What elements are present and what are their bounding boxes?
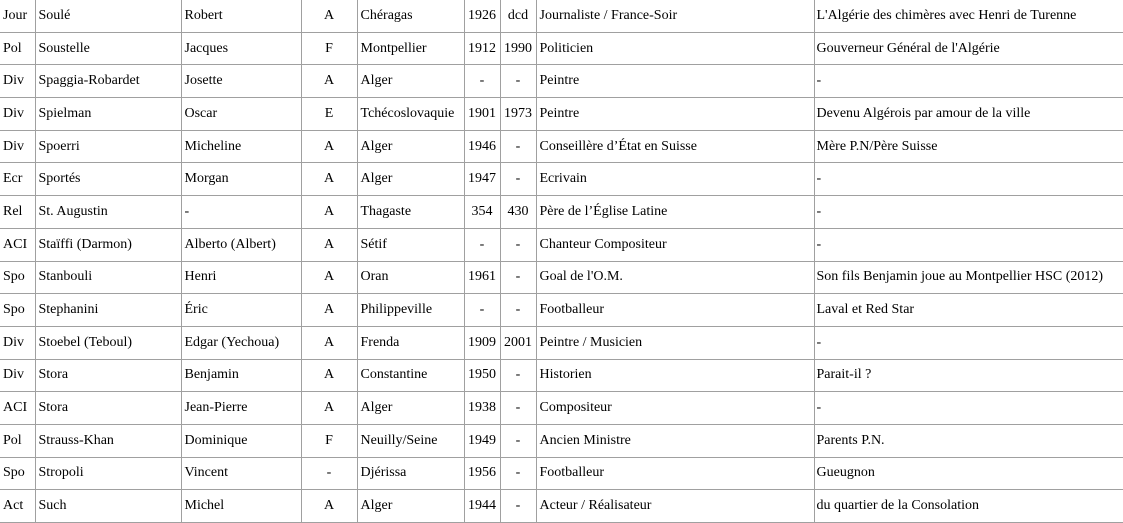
first-name-cell: Jean-Pierre: [181, 392, 301, 425]
remark-cell: -: [814, 163, 1123, 196]
birth-year-cell: 1912: [464, 32, 500, 65]
remark-cell: -: [814, 326, 1123, 359]
death-year-cell: -: [500, 424, 536, 457]
table-row: [0, 98, 1123, 131]
origin-code-cell: E: [301, 98, 357, 131]
death-year-cell: -: [500, 392, 536, 425]
table-row: [0, 32, 1123, 65]
category-cell: Ecr: [0, 163, 35, 196]
category-cell: Rel: [0, 196, 35, 229]
surname-cell: Soulé: [35, 0, 181, 32]
origin-code-cell: F: [301, 424, 357, 457]
first-name-cell: Morgan: [181, 163, 301, 196]
birthplace-cell: Djérissa: [357, 457, 464, 490]
birthplace-cell: Montpellier: [357, 32, 464, 65]
profession-cell: Goal de l'O.M.: [536, 261, 814, 294]
origin-code-cell: A: [301, 163, 357, 196]
surname-cell: Spaggia-Robardet: [35, 65, 181, 98]
remark-cell: -: [814, 196, 1123, 229]
death-year-cell: 1973: [500, 98, 536, 131]
surname-cell: Stoebel (Teboul): [35, 326, 181, 359]
birthplace-cell: Alger: [357, 392, 464, 425]
origin-code-cell: A: [301, 392, 357, 425]
origin-code-cell: A: [301, 490, 357, 523]
birth-year-cell: 1947: [464, 163, 500, 196]
birth-year-cell: 1950: [464, 359, 500, 392]
remark-cell: Devenu Algérois par amour de la ville: [814, 98, 1123, 131]
birth-year-cell: 1926: [464, 0, 500, 32]
profession-cell: Footballeur: [536, 294, 814, 327]
remark-cell: Parait-il ?: [814, 359, 1123, 392]
surname-cell: Spoerri: [35, 130, 181, 163]
surname-cell: Stora: [35, 392, 181, 425]
death-year-cell: -: [500, 294, 536, 327]
origin-code-cell: A: [301, 130, 357, 163]
birth-year-cell: 1946: [464, 130, 500, 163]
remark-cell: du quartier de la Consolation: [814, 490, 1123, 523]
surname-cell: St. Augustin: [35, 196, 181, 229]
category-cell: Pol: [0, 424, 35, 457]
birth-year-cell: -: [464, 228, 500, 261]
table-row: [0, 424, 1123, 457]
surname-cell: Soustelle: [35, 32, 181, 65]
death-year-cell: -: [500, 163, 536, 196]
death-year-cell: -: [500, 261, 536, 294]
surname-cell: Spielman: [35, 98, 181, 131]
first-name-cell: Jacques: [181, 32, 301, 65]
origin-code-cell: -: [301, 457, 357, 490]
birth-year-cell: -: [464, 65, 500, 98]
category-cell: Spo: [0, 261, 35, 294]
first-name-cell: Dominique: [181, 424, 301, 457]
category-cell: Div: [0, 65, 35, 98]
death-year-cell: -: [500, 228, 536, 261]
remark-cell: L'Algérie des chimères avec Henri de Turenne: [814, 0, 1123, 32]
origin-code-cell: A: [301, 228, 357, 261]
table-row: [0, 65, 1123, 98]
birthplace-cell: Alger: [357, 65, 464, 98]
remark-cell: Mère P.N/Père Suisse: [814, 130, 1123, 163]
profession-cell: Conseillère d’État en Suisse: [536, 130, 814, 163]
profession-cell: Peintre / Musicien: [536, 326, 814, 359]
first-name-cell: -: [181, 196, 301, 229]
birthplace-cell: Neuilly/Seine: [357, 424, 464, 457]
profession-cell: Peintre: [536, 65, 814, 98]
profession-cell: Père de l’Église Latine: [536, 196, 814, 229]
first-name-cell: Oscar: [181, 98, 301, 131]
death-year-cell: -: [500, 65, 536, 98]
death-year-cell: -: [500, 130, 536, 163]
first-name-cell: Benjamin: [181, 359, 301, 392]
profession-cell: Peintre: [536, 98, 814, 131]
birthplace-cell: Chéragas: [357, 0, 464, 32]
first-name-cell: Robert: [181, 0, 301, 32]
origin-code-cell: F: [301, 32, 357, 65]
profession-cell: Politicien: [536, 32, 814, 65]
birth-year-cell: 1901: [464, 98, 500, 131]
surname-cell: Sportés: [35, 163, 181, 196]
birth-year-cell: 1944: [464, 490, 500, 523]
origin-code-cell: A: [301, 0, 357, 32]
table-row: [0, 196, 1123, 229]
category-cell: ACI: [0, 228, 35, 261]
category-cell: Spo: [0, 457, 35, 490]
death-year-cell: -: [500, 359, 536, 392]
table-row: [0, 326, 1123, 359]
death-year-cell: -: [500, 490, 536, 523]
category-cell: Div: [0, 359, 35, 392]
death-year-cell: 2001: [500, 326, 536, 359]
first-name-cell: Vincent: [181, 457, 301, 490]
table-row: [0, 228, 1123, 261]
surname-cell: Stanbouli: [35, 261, 181, 294]
profession-cell: Chanteur Compositeur: [536, 228, 814, 261]
profession-cell: Ancien Ministre: [536, 424, 814, 457]
birth-year-cell: 1956: [464, 457, 500, 490]
birth-year-cell: 1938: [464, 392, 500, 425]
birthplace-cell: Oran: [357, 261, 464, 294]
table-row: [0, 261, 1123, 294]
table-row: [0, 163, 1123, 196]
category-cell: Act: [0, 490, 35, 523]
remark-cell: -: [814, 228, 1123, 261]
profession-cell: Footballeur: [536, 457, 814, 490]
birthplace-cell: Philippeville: [357, 294, 464, 327]
birth-year-cell: 354: [464, 196, 500, 229]
category-cell: Jour: [0, 0, 35, 32]
surname-cell: Such: [35, 490, 181, 523]
origin-code-cell: A: [301, 359, 357, 392]
remark-cell: Gouverneur Général de l'Algérie: [814, 32, 1123, 65]
first-name-cell: Micheline: [181, 130, 301, 163]
birthplace-cell: Frenda: [357, 326, 464, 359]
surname-cell: Stephanini: [35, 294, 181, 327]
category-cell: Div: [0, 326, 35, 359]
table-row: [0, 490, 1123, 523]
birth-year-cell: 1961: [464, 261, 500, 294]
birthplace-cell: Alger: [357, 490, 464, 523]
birthplace-cell: Alger: [357, 130, 464, 163]
remark-cell: Gueugnon: [814, 457, 1123, 490]
table-row: [0, 0, 1123, 32]
first-name-cell: Michel: [181, 490, 301, 523]
remark-cell: -: [814, 392, 1123, 425]
table-row: [0, 130, 1123, 163]
profession-cell: Acteur / Réalisateur: [536, 490, 814, 523]
table-row: [0, 294, 1123, 327]
origin-code-cell: A: [301, 261, 357, 294]
death-year-cell: 430: [500, 196, 536, 229]
remark-cell: Son fils Benjamin joue au Montpellier HSC (2012): [814, 261, 1123, 294]
origin-code-cell: A: [301, 65, 357, 98]
birth-year-cell: -: [464, 294, 500, 327]
profession-cell: Journaliste / France-Soir: [536, 0, 814, 32]
birthplace-cell: Sétif: [357, 228, 464, 261]
category-cell: Spo: [0, 294, 35, 327]
remark-cell: Parents P.N.: [814, 424, 1123, 457]
first-name-cell: Alberto (Albert): [181, 228, 301, 261]
origin-code-cell: A: [301, 294, 357, 327]
remark-cell: Laval et Red Star: [814, 294, 1123, 327]
first-name-cell: Josette: [181, 65, 301, 98]
category-cell: Div: [0, 98, 35, 131]
first-name-cell: Edgar (Yechoua): [181, 326, 301, 359]
origin-code-cell: A: [301, 196, 357, 229]
profession-cell: Compositeur: [536, 392, 814, 425]
profession-cell: Ecrivain: [536, 163, 814, 196]
birthplace-cell: Thagaste: [357, 196, 464, 229]
surname-cell: Staïffi (Darmon): [35, 228, 181, 261]
birthplace-cell: Constantine: [357, 359, 464, 392]
category-cell: ACI: [0, 392, 35, 425]
table-row: [0, 392, 1123, 425]
surname-cell: Strauss-Khan: [35, 424, 181, 457]
surname-cell: Stora: [35, 359, 181, 392]
table-row: [0, 457, 1123, 490]
death-year-cell: -: [500, 457, 536, 490]
first-name-cell: Henri: [181, 261, 301, 294]
death-year-cell: 1990: [500, 32, 536, 65]
birthplace-cell: Tchécoslovaquie: [357, 98, 464, 131]
remark-cell: -: [814, 65, 1123, 98]
surname-cell: Stropoli: [35, 457, 181, 490]
table-row: [0, 359, 1123, 392]
birth-year-cell: 1909: [464, 326, 500, 359]
origin-code-cell: A: [301, 326, 357, 359]
category-cell: Div: [0, 130, 35, 163]
category-cell: Pol: [0, 32, 35, 65]
first-name-cell: Éric: [181, 294, 301, 327]
birthplace-cell: Alger: [357, 163, 464, 196]
death-year-cell: dcd: [500, 0, 536, 32]
birth-year-cell: 1949: [464, 424, 500, 457]
profession-cell: Historien: [536, 359, 814, 392]
